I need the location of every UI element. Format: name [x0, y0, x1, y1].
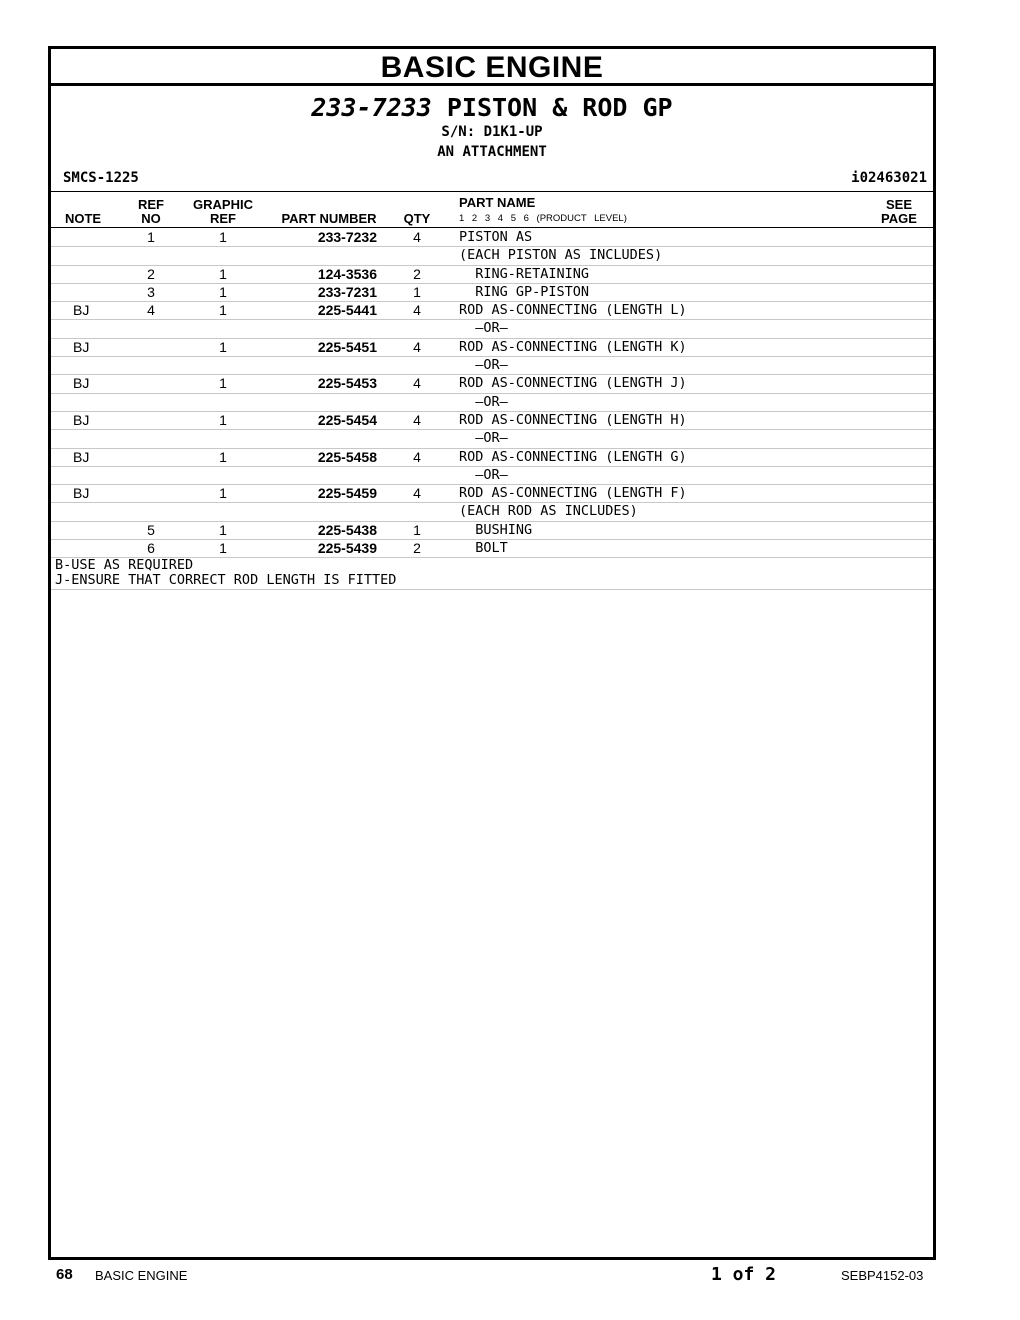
- row-qty: 4: [413, 411, 421, 428]
- table-row: [51, 320, 933, 338]
- table-row: [51, 540, 933, 558]
- parts-list: [51, 229, 933, 558]
- page-footer: [0, 1264, 1020, 1288]
- table-row: [51, 449, 933, 467]
- col-header-see-top: SEE: [885, 197, 912, 212]
- serial-range: S/N: D1K1-UP: [441, 124, 543, 140]
- row-part-number: 225-5451: [317, 338, 377, 355]
- group-type: AN ATTACHMENT: [437, 144, 547, 160]
- row-part-name: ROD AS-CONNECTING (LENGTH K): [459, 338, 687, 355]
- row-part-name: —OR—: [459, 320, 508, 337]
- row-qty: 1: [413, 521, 421, 538]
- group-name: PISTON & ROD GP: [446, 93, 673, 122]
- group-number: 233-7233: [311, 93, 432, 122]
- col-header-ref-top: REF: [138, 197, 164, 212]
- table-row: [51, 266, 933, 284]
- table-row: [51, 357, 933, 375]
- row-part-name: ROD AS-CONNECTING (LENGTH H): [459, 411, 687, 428]
- row-part-name: ROD AS-CONNECTING (LENGTH L): [459, 302, 687, 319]
- table-row: [51, 412, 933, 430]
- header-bottom-rule: [51, 227, 933, 228]
- row-part-number: 225-5453: [317, 375, 377, 392]
- row-part-name: ROD AS-CONNECTING (LENGTH F): [459, 485, 687, 502]
- table-row: [51, 430, 933, 448]
- col-header-note: NOTE: [64, 211, 102, 226]
- row-part-name: (EACH ROD AS INCLUDES): [459, 503, 638, 520]
- col-header-see-bottom: PAGE: [881, 211, 917, 226]
- table-row: [51, 284, 933, 302]
- illustration-id: i02463021: [851, 170, 927, 186]
- row-part-name: BOLT: [459, 540, 508, 557]
- col-header-qty: QTY: [403, 211, 431, 226]
- row-part-name: (EACH PISTON AS INCLUDES): [459, 247, 663, 264]
- row-graphic-ref: 1: [219, 540, 227, 557]
- row-part-name: ROD AS-CONNECTING (LENGTH G): [459, 448, 687, 465]
- row-part-number: 225-5439: [317, 540, 377, 557]
- note-line: J-ENSURE THAT CORRECT ROD LENGTH IS FITTED: [55, 572, 397, 588]
- row-note: BJ: [73, 338, 90, 355]
- row-graphic-ref: 1: [219, 485, 227, 502]
- row-graphic-ref: 1: [219, 521, 227, 538]
- group-title: [51, 93, 933, 123]
- row-part-name: —OR—: [459, 357, 508, 374]
- row-part-number: 225-5441: [317, 302, 377, 319]
- row-part-name: —OR—: [459, 466, 508, 483]
- row-ref-no: 6: [147, 540, 155, 557]
- sheet-indicator: 1 of 2: [711, 1264, 777, 1285]
- header-top-rule: [51, 191, 933, 192]
- row-qty: 4: [413, 229, 421, 245]
- table-row: [51, 302, 933, 320]
- col-header-part-number: PART NUMBER: [281, 211, 377, 226]
- footer-title: BASIC ENGINE: [95, 1268, 188, 1283]
- row-graphic-ref: 1: [219, 338, 227, 355]
- row-graphic-ref: 1: [219, 411, 227, 428]
- row-ref-no: 2: [147, 265, 155, 282]
- table-row: [51, 522, 933, 540]
- row-part-name: RING-RETAINING: [459, 265, 590, 282]
- row-note: BJ: [73, 411, 90, 428]
- col-header-ref-bottom: NO: [141, 211, 161, 226]
- table-row: [51, 339, 933, 357]
- row-part-name: PISTON AS: [459, 229, 533, 245]
- col-header-part-name: PART NAME: [459, 195, 536, 210]
- row-graphic-ref: 1: [219, 375, 227, 392]
- row-graphic-ref: 1: [219, 229, 227, 245]
- row-part-name: BUSHING: [459, 521, 533, 538]
- row-part-name: ROD AS-CONNECTING (LENGTH J): [459, 375, 687, 392]
- row-graphic-ref: 1: [219, 283, 227, 300]
- row-part-number: 233-7231: [317, 283, 377, 300]
- row-part-name: —OR—: [459, 430, 508, 447]
- row-ref-no: 4: [147, 302, 155, 319]
- row-part-number: 225-5458: [317, 448, 377, 465]
- col-header-graphic-top: GRAPHIC: [193, 197, 253, 212]
- row-qty: 4: [413, 448, 421, 465]
- notes-bottom-rule: [51, 589, 933, 590]
- notes-block: [55, 558, 929, 588]
- row-graphic-ref: 1: [219, 302, 227, 319]
- table-row: [51, 467, 933, 485]
- page-number: 68: [56, 1266, 73, 1283]
- row-part-number: 225-5459: [317, 485, 377, 502]
- row-qty: 2: [413, 540, 421, 557]
- row-ref-no: 3: [147, 283, 155, 300]
- smcs-code: SMCS-1225: [63, 170, 139, 186]
- table-row: [51, 503, 933, 521]
- table-row: [51, 247, 933, 265]
- row-part-number: 124-3536: [317, 265, 377, 282]
- row-graphic-ref: 1: [219, 448, 227, 465]
- row-part-number: 233-7232: [317, 229, 377, 245]
- col-header-graphic-bottom: REF: [210, 211, 236, 226]
- row-part-number: 225-5454: [317, 411, 377, 428]
- note-line: B-USE AS REQUIRED: [55, 557, 194, 573]
- row-graphic-ref: 1: [219, 265, 227, 282]
- row-qty: 2: [413, 265, 421, 282]
- section-title: BASIC ENGINE: [51, 49, 933, 86]
- table-row: [51, 229, 933, 247]
- table-row: [51, 394, 933, 412]
- row-qty: 4: [413, 375, 421, 392]
- row-note: BJ: [73, 375, 90, 392]
- row-part-number: 225-5438: [317, 521, 377, 538]
- row-part-name: RING GP-PISTON: [459, 283, 590, 300]
- document-number: SEBP4152-03: [841, 1268, 924, 1283]
- page-frame: [48, 46, 936, 1260]
- table-row: [51, 485, 933, 503]
- row-qty: 1: [413, 283, 421, 300]
- table-row: [51, 375, 933, 393]
- row-ref-no: 5: [147, 521, 155, 538]
- product-level-scale: 1 2 3 4 5 6 (PRODUCT LEVEL): [459, 213, 627, 224]
- row-ref-no: 1: [147, 229, 155, 245]
- row-note: BJ: [73, 448, 90, 465]
- row-note: BJ: [73, 302, 90, 319]
- row-qty: 4: [413, 338, 421, 355]
- row-part-name: —OR—: [459, 393, 508, 410]
- row-note: BJ: [73, 485, 90, 502]
- row-qty: 4: [413, 302, 421, 319]
- row-qty: 4: [413, 485, 421, 502]
